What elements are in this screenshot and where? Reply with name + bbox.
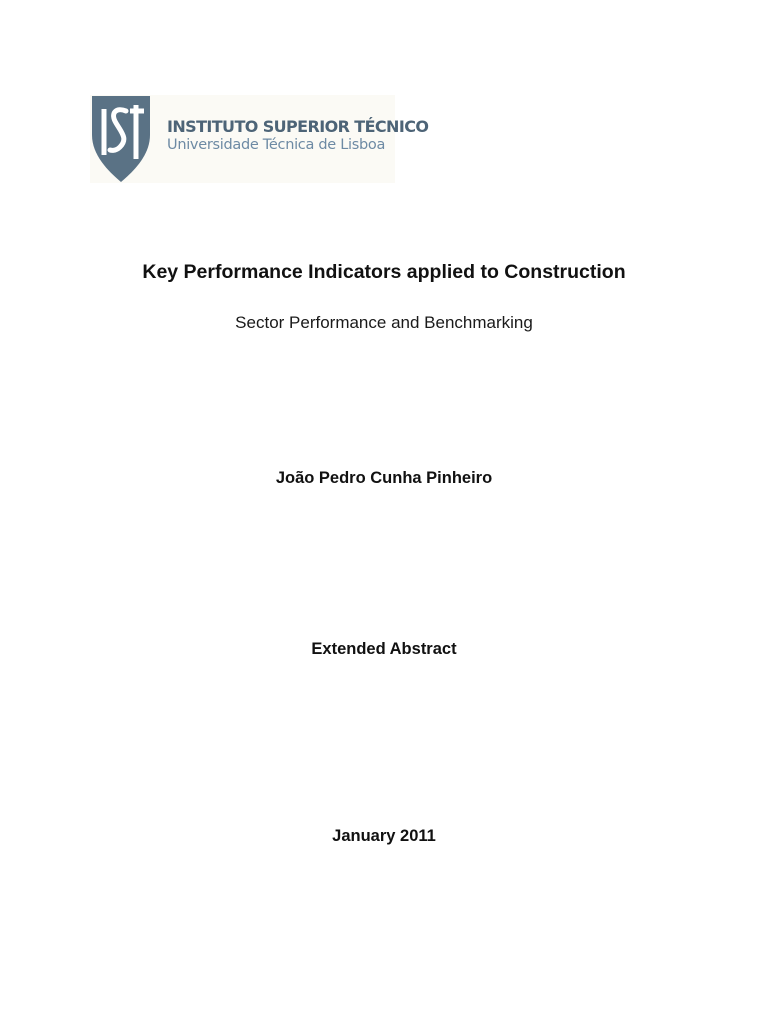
institution-name: INSTITUTO SUPERIOR TÉCNICO [167, 117, 429, 136]
author-name: João Pedro Cunha Pinheiro [275, 469, 493, 487]
institution-subname: Universidade Técnica de Lisboa [167, 137, 386, 153]
institution-logo [90, 95, 429, 183]
document-date: January 2011 [332, 827, 436, 845]
document-title: Key Performance Indicators applied to Construction [142, 261, 626, 283]
ist-shield-icon [90, 95, 152, 183]
document-type: Extended Abstract [311, 640, 457, 658]
document-subtitle: Sector Performance and Benchmarking [235, 313, 533, 332]
